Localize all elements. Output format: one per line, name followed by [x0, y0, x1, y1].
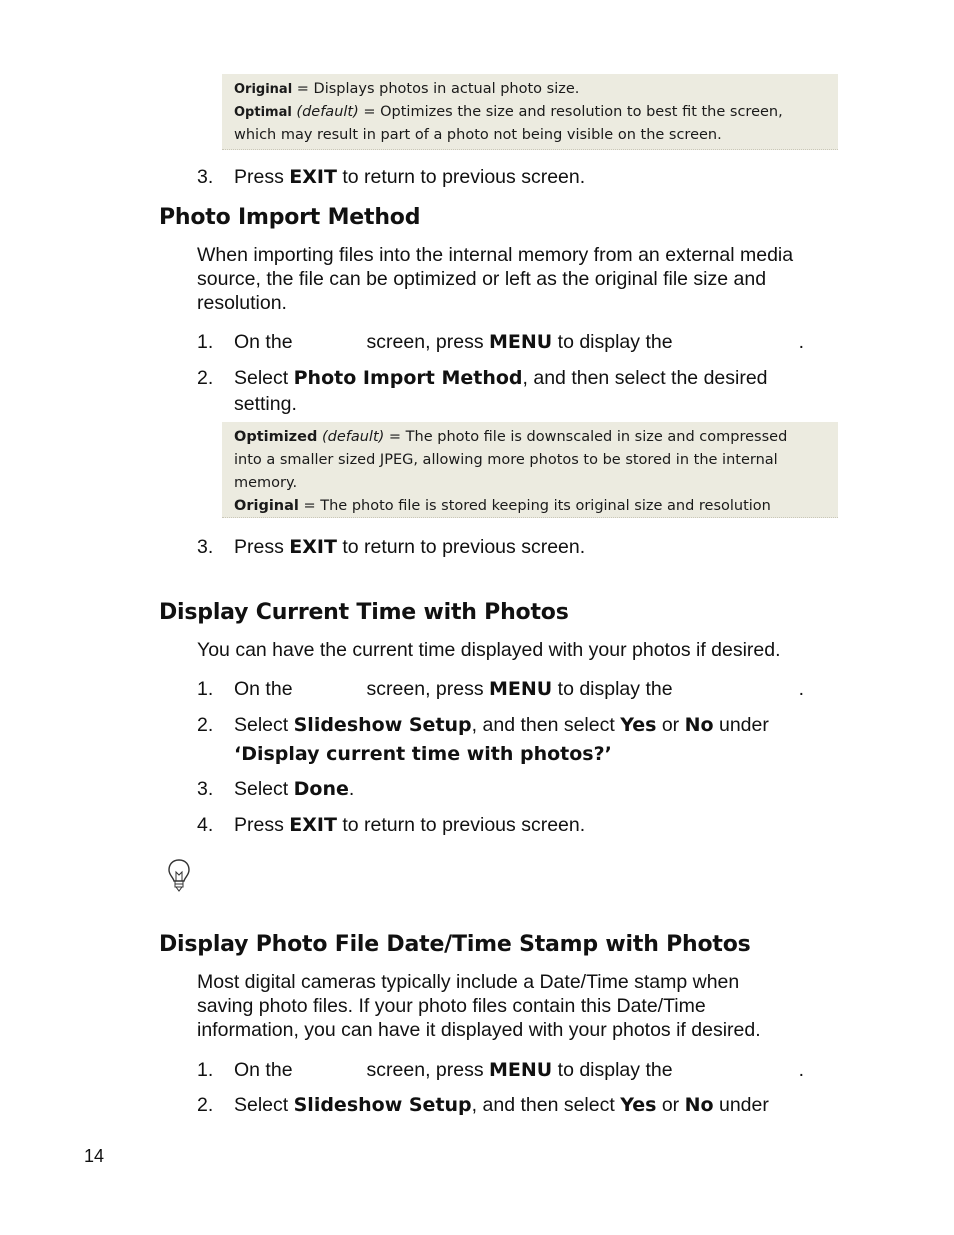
page-number: 14 [84, 1146, 105, 1166]
section-title-photo-import-method: Photo Import Method [159, 205, 421, 230]
section-paragraph: Most digital cameras typically include a Date/Time stamp when saving photo files. If your photo files contain this Date/Time information, you can have it displayed with your photos if desired. [197, 971, 761, 1041]
note-line: Original = Displays photos in actual photo size. [234, 81, 580, 97]
step-number: 3. [197, 166, 214, 188]
section-paragraph: When importing files into the internal memory from an external media source, the file can be optimized or left as the original file size and resolution. [197, 244, 794, 314]
note-box-import-options: Optimized (default) = The photo file is downscaled in size and compressed into a smaller sized JPEG, allowing more photos to be stored in the internal memory. Original = The photo file is stored keeping its original size and resolution [222, 422, 838, 518]
note-line: Optimal (default) = Optimizes the size and resolution to best fit the screen, [234, 104, 783, 120]
note-line: which may result in part of a photo not being visible on the screen. [234, 127, 722, 143]
section-title-display-date-time-stamp: Display Photo File Date/Time Stamp with Photos [159, 932, 751, 957]
note-box-display-size [222, 74, 838, 150]
section-paragraph: You can have the current time displayed with your photos if desired. [197, 639, 781, 661]
lightbulb-icon [166, 858, 192, 894]
section-title-display-current-time: Display Current Time with Photos [159, 600, 569, 625]
